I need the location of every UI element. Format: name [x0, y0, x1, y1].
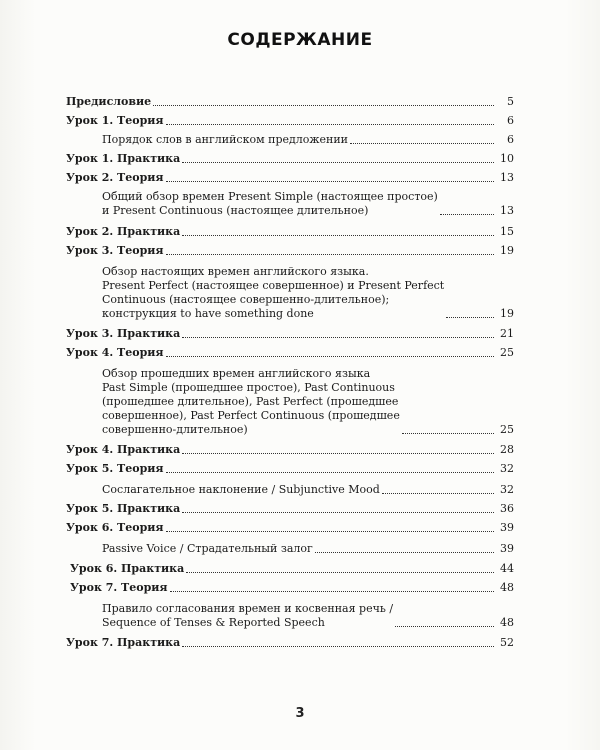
toc-subentry: [66, 265, 514, 321]
toc-entry: [66, 327, 514, 341]
toc-entry-page: 6: [507, 133, 514, 146]
leader-dots: [446, 317, 494, 318]
toc-entry-label: Правило согласования времен и косвенная речь / Sequence of Tenses & Reported Speech: [102, 602, 394, 629]
toc-entry-page: 5: [507, 95, 514, 108]
toc-entry: [66, 114, 514, 128]
toc-entry-page: 48: [500, 581, 514, 594]
toc-entry: [66, 462, 514, 476]
toc-entry: [66, 521, 514, 535]
toc-entry-label: Урок 4. Теория: [66, 346, 164, 359]
toc-entry-page: 48: [500, 616, 514, 629]
toc-entry: [66, 225, 514, 239]
leader-dots: [153, 105, 494, 106]
toc-entry: [66, 152, 514, 166]
leader-dots: [440, 214, 494, 215]
leader-dots: [166, 472, 494, 473]
toc-entry-label: Урок 6. Практика: [70, 562, 185, 575]
leader-dots: [166, 181, 494, 182]
toc-subentry: [66, 602, 514, 630]
toc-entry-label: Урок 7. Практика: [66, 636, 181, 649]
toc-entry: [66, 502, 514, 516]
leader-dots: [182, 162, 494, 163]
toc-entry-page: 25: [500, 423, 514, 436]
table-of-contents: [66, 90, 514, 650]
toc-entry: [66, 244, 514, 258]
toc-entry-page: 32: [500, 483, 514, 496]
leader-dots: [395, 626, 494, 627]
toc-entry: [66, 171, 514, 185]
toc-entry-label: Passive Voice / Страдательный залог: [102, 542, 313, 555]
toc-subentry: [66, 133, 514, 147]
toc-entry: [66, 581, 514, 595]
toc-entry-page: 28: [500, 443, 514, 456]
toc-entry-label: Урок 1. Практика: [66, 152, 181, 165]
toc-entry-page: 36: [500, 502, 514, 515]
leader-dots: [186, 572, 494, 573]
toc-entry-label: Урок 1. Теория: [66, 114, 164, 127]
leader-dots: [382, 493, 494, 494]
toc-entry-label: Предисловие: [66, 95, 152, 108]
leader-dots: [182, 512, 494, 513]
toc-entry-label: Урок 5. Теория: [66, 462, 164, 475]
toc-subentry: [66, 367, 514, 437]
leader-dots: [182, 337, 494, 338]
page-title: СОДЕРЖАНИЕ: [227, 30, 373, 50]
toc-entry-page: 44: [500, 562, 514, 575]
toc-entry-page: 52: [500, 636, 514, 649]
leader-dots: [350, 143, 494, 144]
leader-dots: [315, 552, 494, 553]
toc-subentry: [66, 483, 514, 497]
leader-dots: [166, 356, 494, 357]
toc-entry: [66, 346, 514, 360]
toc-entry-label: Урок 6. Теория: [66, 521, 164, 534]
toc-entry: [66, 562, 514, 576]
toc-entry-label: Обзор настоящих времен английского языка. Present Perfect (настоящее совершенное) и Present Perfect Continuous (настоящее совершенно-длительное); конструкция to have something done: [102, 265, 445, 320]
toc-entry: [66, 636, 514, 650]
toc-entry-label: Урок 3. Теория: [66, 244, 164, 257]
toc-entry-page: 10: [500, 152, 514, 165]
leader-dots: [182, 235, 494, 236]
toc-entry-page: 13: [500, 204, 514, 217]
toc-entry: [66, 443, 514, 457]
toc-entry-label: Сослагательное наклонение / Subjunctive Mood: [102, 483, 380, 496]
leader-dots: [182, 453, 494, 454]
leader-dots: [166, 254, 494, 255]
toc-entry-label: Урок 7. Теория: [70, 581, 168, 594]
toc-subentry: [66, 190, 514, 218]
toc-entry-page: 13: [500, 171, 514, 184]
toc-entry-page: 19: [500, 307, 514, 320]
toc-entry-page: 25: [500, 346, 514, 359]
toc-entry-page: 39: [500, 542, 514, 555]
toc-entry-label: Обзор прошедших времен английского языка Past Simple (прошедшее простое), Past Continuous (прошедшее длительное), Past Perfect (прошедшее совершенное), Past Perfect Continuous (прошедшее совершенно-длительное): [102, 367, 400, 436]
toc-entry-label: Урок 4. Практика: [66, 443, 181, 456]
leader-dots: [170, 591, 494, 592]
toc-subentry: [66, 542, 514, 556]
leader-dots: [166, 531, 494, 532]
toc-entry-label: Порядок слов в английском предложении: [102, 133, 349, 146]
toc-entry-label: Урок 2. Практика: [66, 225, 181, 238]
toc-entry-page: 15: [500, 225, 514, 238]
toc-entry-label: Урок 3. Практика: [66, 327, 181, 340]
toc-entry-page: 39: [500, 521, 514, 534]
toc-entry-page: 32: [500, 462, 514, 475]
toc-entry-page: 21: [500, 327, 514, 340]
toc-entry-label: Урок 2. Теория: [66, 171, 164, 184]
toc-entry: [66, 95, 514, 109]
toc-entry-page: 19: [500, 244, 514, 257]
toc-entry-page: 6: [507, 114, 514, 127]
leader-dots: [402, 433, 494, 434]
page-number: 3: [295, 706, 305, 721]
leader-dots: [166, 124, 494, 125]
toc-entry-label: Урок 5. Практика: [66, 502, 181, 515]
leader-dots: [182, 646, 494, 647]
toc-entry-label: Общий обзор времен Present Simple (настоящее простое) и Present Continuous (настоящее длительное): [102, 190, 438, 217]
